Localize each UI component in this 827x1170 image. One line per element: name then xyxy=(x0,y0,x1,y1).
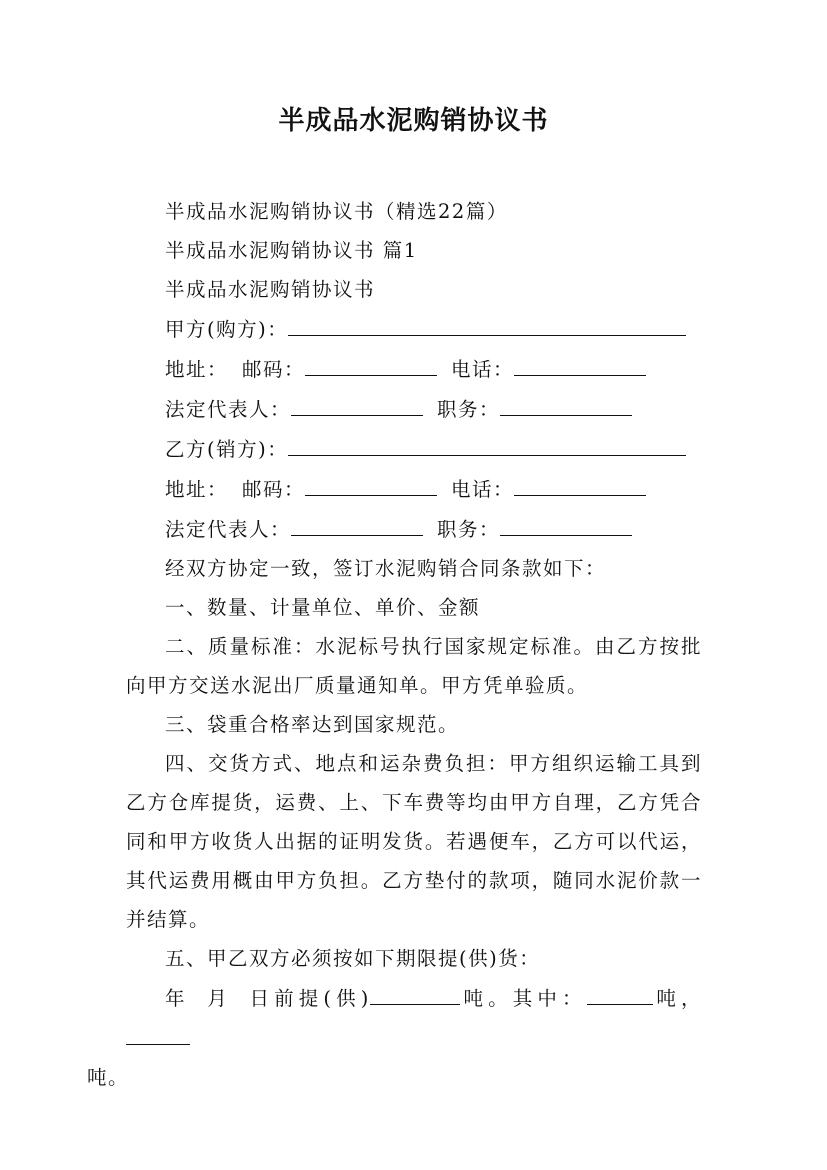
tons-label-3: 吨。 xyxy=(87,1066,130,1089)
party-a-label: 甲方(购方)： xyxy=(165,318,289,341)
clause-5: 五、甲乙双方必须按如下期限提(供)货： xyxy=(165,947,541,970)
clause-3: 三、袋重合格率达到国家规范。 xyxy=(165,713,460,736)
rep-b-blank xyxy=(291,509,423,536)
rep-b-line xyxy=(126,509,702,549)
document-body xyxy=(87,192,702,1097)
date-day: 日前提(供) xyxy=(245,987,370,1010)
party-b-label: 乙方(销方)： xyxy=(165,438,289,461)
phone-b-label: 电话： xyxy=(451,478,515,501)
tons-blank-3 xyxy=(126,1018,190,1045)
rep-a-line xyxy=(126,389,702,429)
address-a-line xyxy=(126,349,702,389)
intro-line: 经双方协定一致，签订水泥购销合同条款如下： xyxy=(165,557,607,580)
party-a-line xyxy=(126,309,702,349)
address-a-label: 地址： xyxy=(165,358,229,381)
date-year: 年 xyxy=(165,987,190,1010)
heading-line-2: 半成品水泥购销协议书 篇1 xyxy=(165,239,418,262)
delivery-schedule-line xyxy=(87,978,702,1097)
rep-a-label: 法定代表人： xyxy=(165,398,292,421)
postcode-b-blank xyxy=(305,469,437,496)
party-b-blank xyxy=(288,429,686,456)
clause-1: 一、数量、计量单位、单价、金额 xyxy=(165,596,481,619)
rep-a-blank xyxy=(291,389,423,416)
postcode-a-label: 邮码： xyxy=(242,358,306,381)
address-b-label: 地址： xyxy=(165,478,229,501)
party-b-line xyxy=(126,429,702,469)
phone-b-blank xyxy=(514,469,646,496)
total-tons-blank xyxy=(370,978,460,1005)
heading-line-1: 半成品水泥购销协议书（精选22篇） xyxy=(165,200,508,223)
address-b-line xyxy=(126,469,702,509)
phone-a-label: 电话： xyxy=(451,358,515,381)
document-title: 半成品水泥购销协议书 xyxy=(278,106,549,136)
tons-blank-2 xyxy=(587,978,653,1005)
clause-4: 四、交货方式、地点和运杂费负担：甲方组织运输工具到乙方仓库提货，运费、上、下车费等均由甲方自理，乙方凭合同和甲方收货人出据的证明发货。若遇便车，乙方可以代运，其代运费用概由甲方负担。乙方垫付的款项，随同水泥价款一并结算。 xyxy=(126,752,702,931)
tons-label-2: 吨， xyxy=(652,987,702,1010)
postcode-b-label: 邮码： xyxy=(242,478,306,501)
title-b-blank xyxy=(500,509,632,536)
title-a-label: 职务： xyxy=(437,398,501,421)
date-month: 月 xyxy=(203,987,232,1010)
clause-2: 二、质量标准：水泥标号执行国家规定标准。由乙方按批向甲方交送水泥出厂质量通知单。甲方凭单验质。 xyxy=(126,635,702,697)
tons-label-1: 吨。其中： xyxy=(459,987,587,1010)
title-a-blank xyxy=(500,389,632,416)
postcode-a-blank xyxy=(305,349,437,376)
party-a-blank xyxy=(288,309,686,336)
heading-line-3: 半成品水泥购销协议书 xyxy=(165,278,376,301)
rep-b-label: 法定代表人： xyxy=(165,518,292,541)
title-b-label: 职务： xyxy=(437,518,501,541)
phone-a-blank xyxy=(514,349,646,376)
